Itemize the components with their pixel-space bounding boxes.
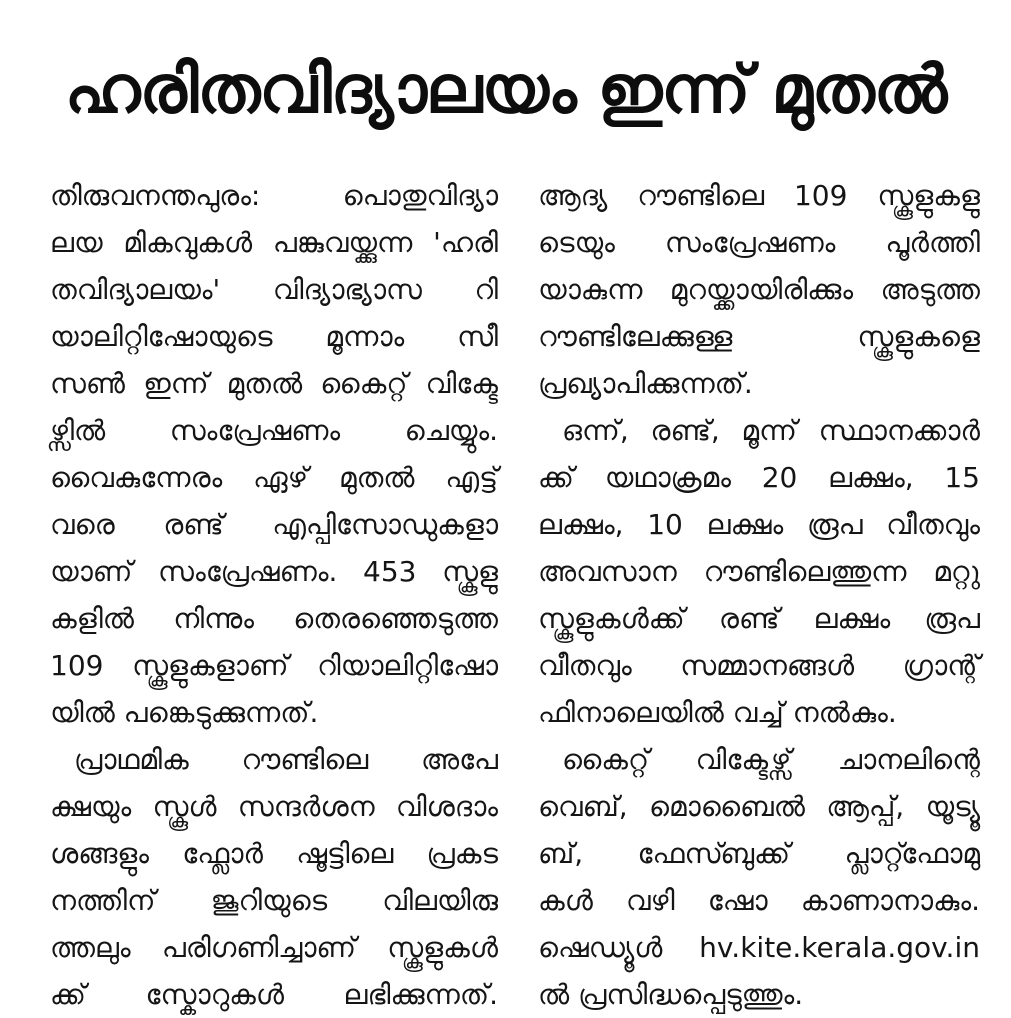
text-line: ഒന്ന്, രണ്ട്, മൂന്ന് സ്ഥാനക്കാർ: [562, 414, 980, 447]
left-text-column: [50, 172, 498, 1018]
text-line: കളിൽ നിന്നും തെരഞ്ഞെടുത്ത: [50, 602, 498, 635]
text-line: ബ്, ഫേസ്ബുക്ക് പ്ലാറ്റ്ഫോമു: [538, 837, 980, 870]
text-line: കൈറ്റ് വിക്ടേഴ്സ് ചാനലിന്റെ: [562, 743, 980, 776]
text-line: വൈകുന്നേരം ഏഴ് മുതൽ എട്ട്: [50, 461, 498, 494]
text-line: പ്രഖ്യാപിക്കുന്നത്.: [538, 367, 753, 400]
text-line: ക്ക് യഥാക്രമം 20 ലക്ഷം, 15: [538, 461, 980, 494]
text-line: സ്കൂളുകൾക്ക് രണ്ട് ലക്ഷം രൂപ: [538, 602, 980, 635]
text-line: യാലിറ്റിഷോയുടെ മൂന്നാം സീ: [50, 320, 498, 353]
text-line: ൽ പ്രസിദ്ധപ്പെടുത്തും.: [538, 978, 804, 1011]
text-line: വീതവും സമ്മാനങ്ങൾ ഗ്രാന്റ്: [538, 649, 980, 682]
text-line: അവസാന റൗണ്ടിലെത്തുന്ന മറ്റു: [538, 555, 980, 588]
article-headline: ഹരിതവിദ്യാലയം ഇന്ന് മുതൽ: [64, 51, 947, 128]
text-line: റൗണ്ടിലേക്കുള്ള സ്കൂളുകളെ: [538, 320, 980, 353]
text-line: യിൽ പങ്കെടുക്കുന്നത്.: [50, 696, 319, 729]
text-line: ടെയും സംപ്രേഷണം പൂർത്തി: [538, 226, 980, 259]
text-line: 109 സ്കൂളുകളാണ് റിയാലിറ്റിഷോ: [50, 649, 498, 682]
text-line: നത്തിന് ജൂറിയുടെ വിലയിരു: [50, 884, 498, 917]
text-line: ലക്ഷം, 10 ലക്ഷം രൂപ വീതവും: [538, 508, 980, 541]
text-line: വരെ രണ്ട് എപ്പിസോഡുകളാ: [50, 508, 498, 541]
text-line: ഷെഡ്യൂൾ hv.kite.kerala.gov.in: [538, 931, 980, 964]
text-line: ക്ക് സ്കോറുകൾ ലഭിക്കുന്നത്.: [50, 978, 498, 1011]
text-line: വെബ്, മൊബൈൽ ആപ്പ്, യൂട്യൂ: [538, 790, 980, 823]
text-line: തിരുവനന്തപുരം: പൊതുവിദ്യാ: [50, 179, 498, 212]
right-text-column: [538, 172, 980, 1018]
text-line: സൺ ഇന്ന് മുതൽ കൈറ്റ് വിക്ടേ: [50, 367, 498, 400]
text-line: ആദ്യ റൗണ്ടിലെ 109 സ്കൂളുകളു: [538, 179, 980, 212]
text-line: യാകുന്ന മുറയ്ക്കായിരിക്കും അടുത്ത: [538, 273, 980, 306]
text-line: ഴ്സിൽ സംപ്രേഷണം ചെയ്യും.: [50, 414, 498, 447]
text-line: പ്രാഥമിക റൗണ്ടിലെ അപേ: [74, 743, 498, 776]
text-line: ലയ മികവുകൾ പങ്കുവയ്ക്കുന്ന 'ഹരി: [50, 226, 498, 259]
text-line: ഫിനാലെയിൽ വച്ച് നൽകും.: [538, 696, 897, 729]
text-line: ശങ്ങളും ഫ്ലോർ ഷൂട്ടിലെ പ്രകട: [50, 837, 498, 870]
text-line: യാണ് സംപ്രേഷണം. 453 സ്കൂളു: [50, 555, 498, 588]
text-line: ത്തലും പരിഗണിച്ചാണ് സ്കൂളുകൾ: [50, 931, 498, 964]
text-line: കൾ വഴി ഷോ കാണാനാകും.: [538, 884, 980, 917]
text-line: ക്ഷയും സ്കൂൾ സന്ദർശന വിശദാം: [50, 790, 498, 823]
text-line: തവിദ്യാലയം' വിദ്യാഭ്യാസ റി: [50, 273, 498, 306]
